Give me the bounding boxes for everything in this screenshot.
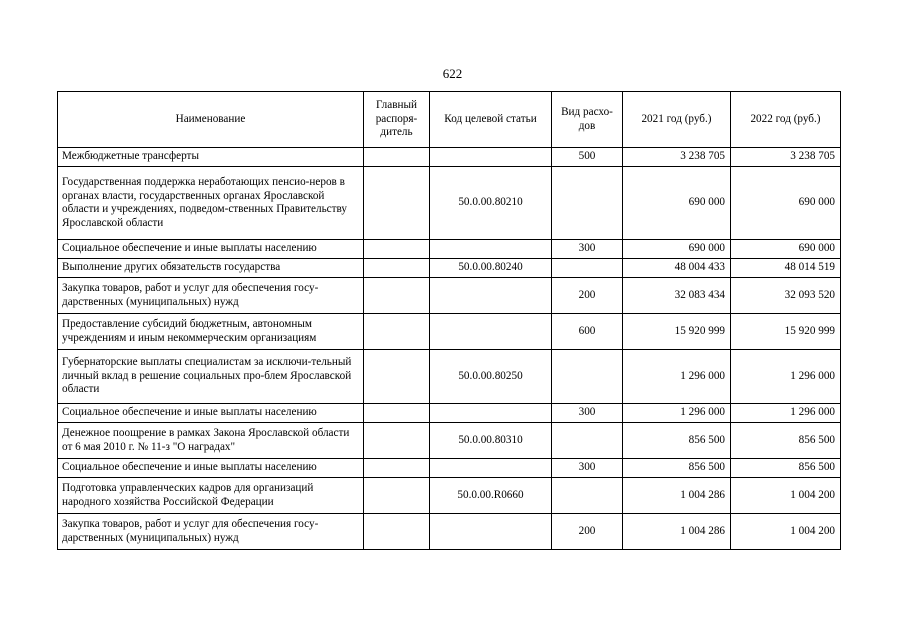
table-row — [58, 278, 841, 314]
row-2022-cell: 48 014 519 — [731, 259, 841, 278]
row-2021-cell: 3 238 705 — [623, 148, 731, 167]
header-manager: Главный распоря-дитель — [364, 92, 430, 148]
row-code-cell — [430, 240, 552, 259]
row-name-cell: Межбюджетные трансферты — [58, 148, 364, 167]
header-2022: 2022 год (руб.) — [731, 92, 841, 148]
table-row — [58, 350, 841, 404]
row-2022-cell: 1 004 200 — [731, 478, 841, 514]
table-row — [58, 459, 841, 478]
header-2021: 2021 год (руб.) — [623, 92, 731, 148]
row-code-cell: 50.0.00.80240 — [430, 259, 552, 278]
row-code-cell: 50.0.00.80210 — [430, 167, 552, 240]
row-2021-cell: 48 004 433 — [623, 259, 731, 278]
row-type-cell: 200 — [552, 514, 623, 550]
budget-table — [57, 91, 841, 550]
row-type-cell: 300 — [552, 459, 623, 478]
table-body — [58, 148, 841, 550]
row-type-cell — [552, 350, 623, 404]
row-type-cell: 500 — [552, 148, 623, 167]
row-code-cell: 50.0.00.R0660 — [430, 478, 552, 514]
row-name-cell: Социальное обеспечение и иные выплаты населению — [58, 459, 364, 478]
row-type-cell — [552, 423, 623, 459]
row-2021-cell: 1 004 286 — [623, 478, 731, 514]
header-name: Наименование — [58, 92, 364, 148]
row-manager-cell — [364, 459, 430, 478]
row-manager-cell — [364, 478, 430, 514]
row-manager-cell — [364, 423, 430, 459]
row-type-cell: 600 — [552, 314, 623, 350]
row-manager-cell — [364, 259, 430, 278]
row-2021-cell: 690 000 — [623, 240, 731, 259]
row-manager-cell — [364, 240, 430, 259]
table-row — [58, 259, 841, 278]
row-code-cell — [430, 514, 552, 550]
row-2022-cell: 1 296 000 — [731, 350, 841, 404]
row-2022-cell: 1 004 200 — [731, 514, 841, 550]
table-row — [58, 404, 841, 423]
row-name-cell: Социальное обеспечение и иные выплаты населению — [58, 240, 364, 259]
row-2021-cell: 1 004 286 — [623, 514, 731, 550]
row-manager-cell — [364, 404, 430, 423]
row-code-cell — [430, 314, 552, 350]
row-manager-cell — [364, 514, 430, 550]
header-type: Вид расхо-дов — [552, 92, 623, 148]
row-2021-cell: 15 920 999 — [623, 314, 731, 350]
row-2021-cell: 1 296 000 — [623, 350, 731, 404]
row-type-cell — [552, 259, 623, 278]
table-row — [58, 314, 841, 350]
row-2022-cell: 690 000 — [731, 240, 841, 259]
row-code-cell — [430, 404, 552, 423]
row-code-cell — [430, 459, 552, 478]
row-name-cell: Выполнение других обязательств государства — [58, 259, 364, 278]
table-row — [58, 478, 841, 514]
row-name-cell: Социальное обеспечение и иные выплаты населению — [58, 404, 364, 423]
row-manager-cell — [364, 167, 430, 240]
row-manager-cell — [364, 314, 430, 350]
row-name-cell: Денежное поощрение в рамках Закона Ярославской области от 6 мая 2010 г. № 11-з "О наградах" — [58, 423, 364, 459]
header-code: Код целевой статьи — [430, 92, 552, 148]
row-code-cell: 50.0.00.80250 — [430, 350, 552, 404]
row-2022-cell: 1 296 000 — [731, 404, 841, 423]
row-name-cell: Губернаторские выплаты специалистам за исключи-тельный личный вклад в решение социальных про-блем Ярославской области — [58, 350, 364, 404]
row-2021-cell: 856 500 — [623, 459, 731, 478]
header-row — [58, 92, 841, 148]
row-type-cell — [552, 478, 623, 514]
row-2022-cell: 15 920 999 — [731, 314, 841, 350]
row-type-cell: 300 — [552, 404, 623, 423]
row-manager-cell — [364, 350, 430, 404]
row-2022-cell: 32 093 520 — [731, 278, 841, 314]
row-code-cell — [430, 278, 552, 314]
row-manager-cell — [364, 148, 430, 167]
row-2021-cell: 1 296 000 — [623, 404, 731, 423]
row-name-cell: Подготовка управленческих кадров для организаций народного хозяйства Российской Федерации — [58, 478, 364, 514]
row-2022-cell: 856 500 — [731, 423, 841, 459]
row-type-cell: 300 — [552, 240, 623, 259]
row-2021-cell: 856 500 — [623, 423, 731, 459]
row-name-cell: Предоставление субсидий бюджетным, автономным учреждениям и иным некоммерческим организациям — [58, 314, 364, 350]
table-row — [58, 148, 841, 167]
row-code-cell: 50.0.00.80310 — [430, 423, 552, 459]
row-manager-cell — [364, 278, 430, 314]
row-2021-cell: 32 083 434 — [623, 278, 731, 314]
table-row — [58, 423, 841, 459]
table-row — [58, 514, 841, 550]
row-2021-cell: 690 000 — [623, 167, 731, 240]
row-2022-cell: 3 238 705 — [731, 148, 841, 167]
table-row — [58, 240, 841, 259]
table-row — [58, 167, 841, 240]
row-2022-cell: 690 000 — [731, 167, 841, 240]
row-type-cell — [552, 167, 623, 240]
row-name-cell: Закупка товаров, работ и услуг для обеспечения госу-дарственных (муниципальных) нужд — [58, 514, 364, 550]
row-name-cell: Государственная поддержка неработающих пенсио-неров в органах власти, государственных органах Ярославской области и учреждениях, подведом-ственных Правительству Ярославской области — [58, 167, 364, 240]
row-2022-cell: 856 500 — [731, 459, 841, 478]
page-number: 622 — [442, 66, 463, 81]
row-name-cell: Закупка товаров, работ и услуг для обеспечения госу-дарственных (муниципальных) нужд — [58, 278, 364, 314]
row-code-cell — [430, 148, 552, 167]
row-type-cell: 200 — [552, 278, 623, 314]
